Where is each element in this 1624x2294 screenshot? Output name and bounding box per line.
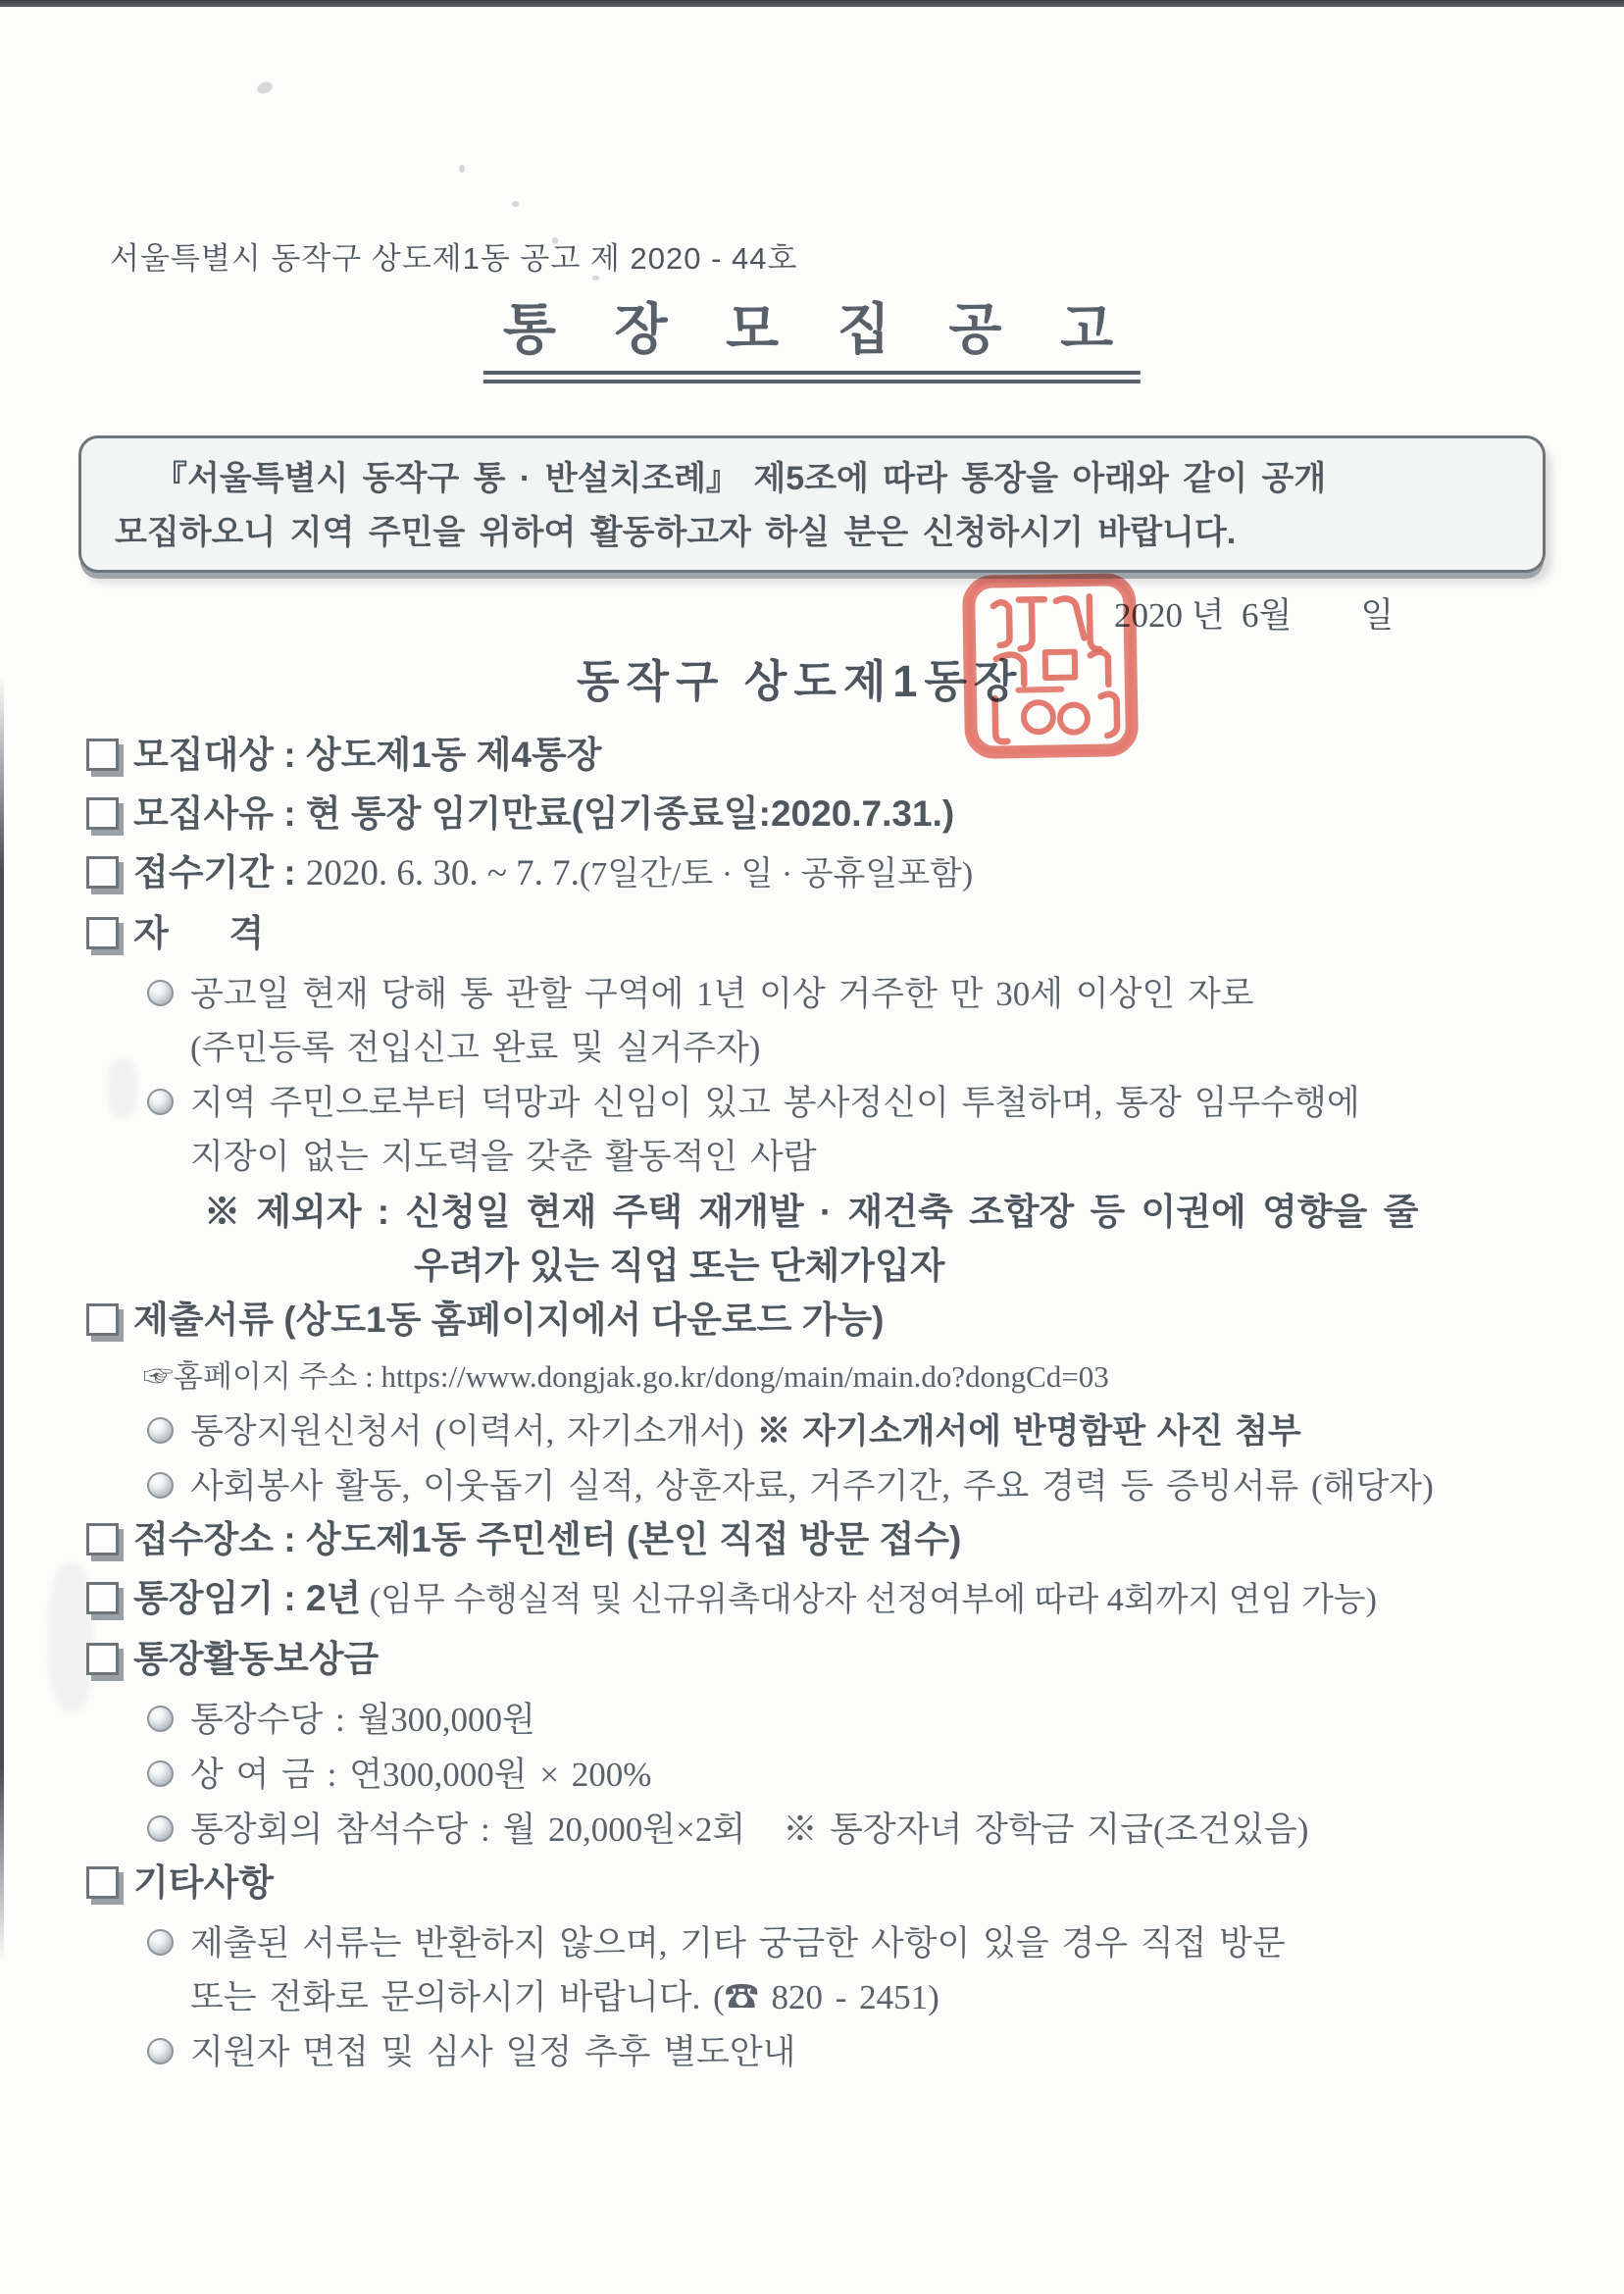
- item-target-text: [133, 730, 602, 780]
- item-target-label: 모집대상: [133, 735, 274, 775]
- documents-bullet-2: [147, 1459, 1567, 1513]
- item-reason-value: 현 통장 임기만료(임기종료일:2020.7.31.): [305, 793, 955, 834]
- checkbox-bullet-icon: [86, 1866, 119, 1899]
- line: 또는 전화로 문의하시기 바랍니다. (☎ 820 - 2451): [190, 1978, 939, 2016]
- announcement-list: [86, 730, 1567, 2080]
- compensation-bullet-3: [147, 1803, 1567, 1857]
- item-documents-label: 제출서류 (상도1동 홈페이지에서 다운로드 가능): [133, 1300, 885, 1340]
- page-title: 통 장 모 집 공 고: [483, 286, 1141, 383]
- item-term: [86, 1573, 1567, 1625]
- qualification-bullet-1: [147, 967, 1567, 1075]
- item-term-value: 2년: [305, 1578, 362, 1618]
- item-compensation-label: 통장활동보상금: [133, 1639, 380, 1679]
- documents-bullet-1: [147, 1404, 1567, 1458]
- qualification-bullet-2: [147, 1076, 1567, 1184]
- line: (주민등록 전입신고 완료 및 실거주자): [190, 1029, 761, 1067]
- etc-bullet-1: [147, 1916, 1567, 2024]
- circle-bullet-icon: [147, 1417, 174, 1444]
- item-location-value: 상도제1동 주민센터 (본인 직접 방문 접수): [305, 1519, 962, 1559]
- scan-top-edge: [0, 0, 1624, 7]
- signer-name: 동작구 상도제1동장: [577, 656, 1024, 706]
- homepage-address: ☞홈페이지 주소 : https://www.dongjak.go.kr/dong/main/main.do?dongCd=03: [143, 1359, 1109, 1394]
- separator: :: [273, 852, 306, 892]
- compensation-bullet-2: [147, 1748, 1567, 1802]
- item-period: [86, 847, 1567, 899]
- documents-bullet-2-text: 사회봉사 활동, 이웃돕기 실적, 상훈자료, 거주기간, 주요 경력 등 증빙서류 (해당자): [190, 1467, 1434, 1505]
- item-qualification-label: 자 격: [133, 913, 265, 953]
- checkbox-bullet-icon: [86, 1303, 119, 1336]
- etc-bullet-2-text: 지원자 면접 및 심사 일정 추후 별도안내: [190, 2033, 796, 2071]
- item-target: [86, 730, 1567, 780]
- notice-line-2: 모집하오니 지역 주민을 위하여 활동하고자 하실 분은 신청하시기 바랍니다.: [115, 514, 1237, 552]
- qualification-bullet-2-text: [190, 1076, 1360, 1184]
- qualification-exclusion-line-1: ※ 제외자 : 신청일 현재 주택 재개발 · 재건축 조합장 등 이권에 영향을 줄: [204, 1192, 1419, 1232]
- circle-bullet-icon: [147, 1472, 174, 1499]
- notice-line-1: 『서울특별시 동작구 통 · 반설치조례』 제5조에 따라 통장을 아래와 같이 공개: [154, 460, 1327, 497]
- item-documents: [86, 1295, 1567, 1345]
- item-period-note: (7일간/토 · 일 · 공휴일포함): [579, 856, 974, 892]
- item-location-text: [133, 1514, 961, 1564]
- item-reason-text: [133, 789, 954, 839]
- checkbox-bullet-icon: [86, 1643, 119, 1675]
- item-term-text: [133, 1573, 1377, 1625]
- monthly-allowance: 통장수당 : 월300,000원: [190, 1701, 535, 1739]
- scan-left-edge: [0, 677, 4, 1962]
- line: 통장지원신청서 (이력서, 자기소개서): [190, 1412, 757, 1451]
- item-qualification: [86, 908, 1567, 958]
- etc-bullet-1-text: [190, 1916, 1286, 2024]
- item-period-label: 접수기간: [133, 852, 274, 892]
- item-location-label: 접수장소: [133, 1519, 274, 1559]
- scan-speck: [459, 165, 465, 173]
- scan-speck: [512, 201, 519, 207]
- circle-bullet-icon: [147, 1815, 174, 1842]
- checkbox-bullet-icon: [86, 739, 119, 771]
- etc-bullet-2: [147, 2025, 1567, 2079]
- doc-number: 서울특별시 동작구 상도제1동 공고 제 2020 - 44호: [110, 241, 798, 276]
- item-etc-label: 기타사항: [133, 1862, 274, 1903]
- checkbox-bullet-icon: [86, 917, 119, 949]
- separator: :: [273, 1578, 306, 1618]
- item-period-text: [133, 847, 973, 899]
- item-target-value: 상도제1동 제4통장: [305, 735, 602, 775]
- line: 지장이 없는 지도력을 갖춘 활동적인 사람: [190, 1138, 817, 1176]
- circle-bullet-icon: [147, 1760, 174, 1787]
- documents-bullet-1-text: [190, 1404, 1301, 1458]
- item-etc: [86, 1858, 1567, 1908]
- notice-box: [78, 435, 1546, 573]
- scan-speck: [256, 80, 275, 96]
- photo-required-note: ※ 자기소개서에 반명함판 사진 첨부: [756, 1412, 1301, 1451]
- bonus: 상 여 금 : 연300,000원 × 200%: [190, 1756, 652, 1794]
- item-reason-label: 모집사유: [133, 793, 274, 834]
- item-compensation: [86, 1634, 1567, 1684]
- circle-bullet-icon: [147, 2038, 174, 2065]
- separator: :: [273, 1519, 306, 1559]
- item-period-value: 2020. 6. 30. ~ 7. 7.: [305, 853, 580, 893]
- issue-date: 2020 년 6월 일: [1114, 596, 1395, 635]
- item-term-label: 통장임기: [133, 1578, 274, 1618]
- meeting-allowance: 통장회의 참석수당 : 월 20,000원×2회 ※ 통장자녀 장학금 지급(조건있음): [190, 1810, 1309, 1849]
- checkbox-bullet-icon: [86, 1582, 119, 1614]
- circle-bullet-icon: [147, 1706, 174, 1732]
- qualification-exclusion-line-2: 우려가 있는 직업 또는 단체가입자: [414, 1246, 945, 1286]
- line: 제출된 서류는 반환하지 않으며, 기타 궁금한 사항이 있을 경우 직접 방문: [190, 1924, 1286, 1963]
- compensation-bullet-1: [147, 1693, 1567, 1747]
- checkbox-bullet-icon: [86, 856, 119, 889]
- line: 공고일 현재 당해 통 관할 구역에 1년 이상 거주한 만 30세 이상인 자로: [190, 975, 1254, 1013]
- qualification-bullet-1-text: [190, 967, 1254, 1075]
- circle-bullet-icon: [147, 980, 174, 1006]
- item-term-note: (임무 수행실적 및 신규위촉대상자 선정여부에 따라 4회까지 연임 가능): [361, 1582, 1377, 1618]
- item-location: [86, 1514, 1567, 1564]
- line: 지역 주민으로부터 덕망과 신임이 있고 봉사정신이 투철하며, 통장 임무수행에: [190, 1084, 1360, 1122]
- checkbox-bullet-icon: [86, 1523, 119, 1555]
- separator: :: [273, 735, 306, 775]
- circle-bullet-icon: [147, 1929, 174, 1956]
- circle-bullet-icon: [147, 1089, 174, 1115]
- checkbox-bullet-icon: [86, 797, 119, 830]
- item-reason: [86, 789, 1567, 839]
- separator: :: [273, 793, 306, 834]
